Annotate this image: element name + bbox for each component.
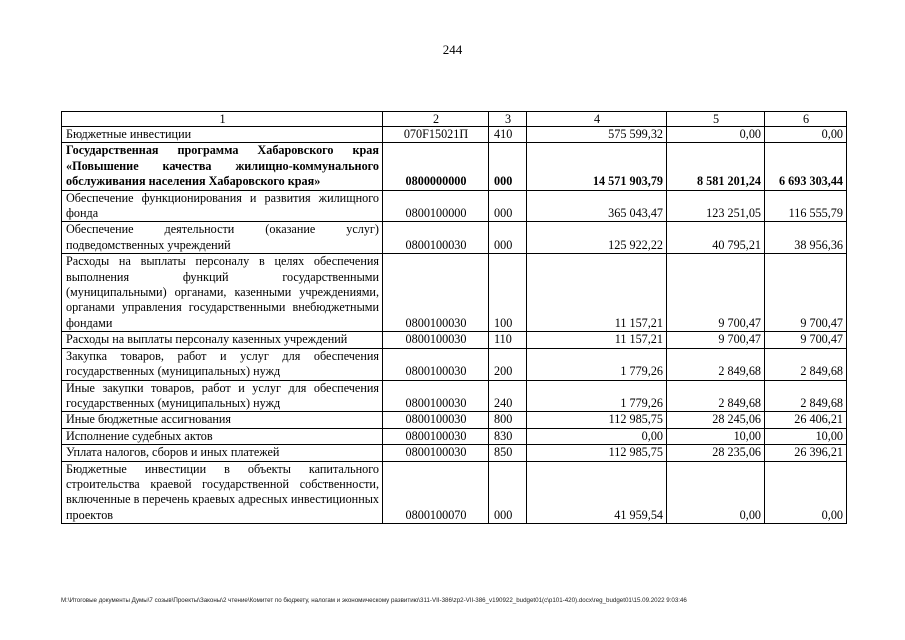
row-value-1: 11 157,21 — [527, 254, 667, 332]
row-name: Уплата налогов, сборов и иных платежей — [62, 445, 383, 461]
row-value-1: 112 985,75 — [527, 412, 667, 428]
row-value-2: 28 245,06 — [667, 412, 765, 428]
row-name: Иные бюджетные ассигнования — [62, 412, 383, 428]
row-name: Государственная программа Хабаровского края «Повышение качества жилищно-коммунального обслуживания населения Хабаровского края» — [62, 143, 383, 190]
row-value-3: 38 956,36 — [765, 222, 847, 254]
row-value-3: 116 555,79 — [765, 190, 847, 222]
row-value-3: 9 700,47 — [765, 332, 847, 348]
row-value-3: 0,00 — [765, 461, 847, 524]
row-value-2: 0,00 — [667, 461, 765, 524]
page-number: 244 — [442, 42, 463, 57]
header-col-3: 3 — [489, 112, 527, 127]
row-code: 0800100030 — [383, 380, 489, 412]
row-expense-type: 410 — [489, 127, 527, 143]
row-code: 0800100030 — [383, 348, 489, 380]
table-header-row — [62, 112, 847, 127]
table-row — [62, 428, 847, 444]
row-expense-type: 110 — [489, 332, 527, 348]
row-value-2: 0,00 — [667, 127, 765, 143]
row-value-3: 2 849,68 — [765, 380, 847, 412]
header-col-2: 2 — [383, 112, 489, 127]
row-expense-type: 850 — [489, 445, 527, 461]
row-value-2: 10,00 — [667, 428, 765, 444]
row-code: 070F15021П — [383, 127, 489, 143]
row-expense-type: 000 — [489, 461, 527, 524]
header-col-4: 4 — [527, 112, 667, 127]
row-code: 0800100070 — [383, 461, 489, 524]
row-value-1: 1 779,26 — [527, 348, 667, 380]
table-row — [62, 412, 847, 428]
table-row — [62, 332, 847, 348]
row-value-3: 9 700,47 — [765, 254, 847, 332]
row-value-2: 40 795,21 — [667, 222, 765, 254]
row-value-1: 14 571 903,79 — [527, 143, 667, 190]
row-name: Расходы на выплаты персоналу казенных учреждений — [62, 332, 383, 348]
row-value-1: 125 922,22 — [527, 222, 667, 254]
row-name: Бюджетные инвестиции в объекты капитального строительства краевой государственной собственности, включенные в перечень краевых адресных инвестиционных проектов — [62, 461, 383, 524]
row-value-1: 112 985,75 — [527, 445, 667, 461]
row-value-3: 6 693 303,44 — [765, 143, 847, 190]
table-row — [62, 143, 847, 190]
row-value-3: 10,00 — [765, 428, 847, 444]
table-row — [62, 222, 847, 254]
row-code: 0800100000 — [383, 190, 489, 222]
row-name: Иные закупки товаров, работ и услуг для обеспечения государственных (муниципальных) нужд — [62, 380, 383, 412]
header-col-1: 1 — [62, 112, 383, 127]
row-code: 0800000000 — [383, 143, 489, 190]
table-row — [62, 254, 847, 332]
row-value-2: 9 700,47 — [667, 254, 765, 332]
row-name: Исполнение судебных актов — [62, 428, 383, 444]
row-value-2: 28 235,06 — [667, 445, 765, 461]
row-value-1: 365 043,47 — [527, 190, 667, 222]
row-name: Обеспечение деятельности (оказание услуг) подведомственных учреждений — [62, 222, 383, 254]
row-expense-type: 200 — [489, 348, 527, 380]
table-row — [62, 445, 847, 461]
row-name: Закупка товаров, работ и услуг для обеспечения государственных (муниципальных) нужд — [62, 348, 383, 380]
row-expense-type: 000 — [489, 190, 527, 222]
row-value-1: 575 599,32 — [527, 127, 667, 143]
row-name: Бюджетные инвестиции — [62, 127, 383, 143]
row-value-3: 0,00 — [765, 127, 847, 143]
row-value-1: 1 779,26 — [527, 380, 667, 412]
row-name: Обеспечение функционирования и развития жилищного фонда — [62, 190, 383, 222]
table-row — [62, 380, 847, 412]
row-code: 0800100030 — [383, 222, 489, 254]
row-value-2: 123 251,05 — [667, 190, 765, 222]
row-expense-type: 800 — [489, 412, 527, 428]
row-expense-type: 000 — [489, 222, 527, 254]
row-code: 0800100030 — [383, 332, 489, 348]
row-code: 0800100030 — [383, 412, 489, 428]
table-row — [62, 127, 847, 143]
row-expense-type: 240 — [489, 380, 527, 412]
header-col-5: 5 — [667, 112, 765, 127]
row-value-2: 8 581 201,24 — [667, 143, 765, 190]
row-name: Расходы на выплаты персоналу в целях обеспечения выполнения функций государственными (муниципальными) органами, казенными учреждениями, органами управления государственными внебюджетными фондами — [62, 254, 383, 332]
row-value-2: 2 849,68 — [667, 348, 765, 380]
row-value-3: 26 396,21 — [765, 445, 847, 461]
table-row — [62, 190, 847, 222]
row-code: 0800100030 — [383, 445, 489, 461]
row-code: 0800100030 — [383, 428, 489, 444]
table-row — [62, 348, 847, 380]
table-row — [62, 461, 847, 524]
row-value-1: 0,00 — [527, 428, 667, 444]
row-value-3: 26 406,21 — [765, 412, 847, 428]
row-expense-type: 000 — [489, 143, 527, 190]
row-value-1: 41 959,54 — [527, 461, 667, 524]
row-expense-type: 100 — [489, 254, 527, 332]
row-expense-type: 830 — [489, 428, 527, 444]
row-value-2: 9 700,47 — [667, 332, 765, 348]
header-col-6: 6 — [765, 112, 847, 127]
document-path-footer: M:\Итоговые документы Думы\7 созыв\Проекты\Законы\2 чтение\Комитет по бюджету, налогам и экономическому развитию\311-VII-386\zp2-VII-386_v190922_budget01(c\p101-420).docx\reg_budget01\15.09.2022 9:03:46 — [61, 597, 687, 604]
row-value-2: 2 849,68 — [667, 380, 765, 412]
row-value-3: 2 849,68 — [765, 348, 847, 380]
row-code: 0800100030 — [383, 254, 489, 332]
row-value-1: 11 157,21 — [527, 332, 667, 348]
budget-table — [61, 111, 847, 524]
